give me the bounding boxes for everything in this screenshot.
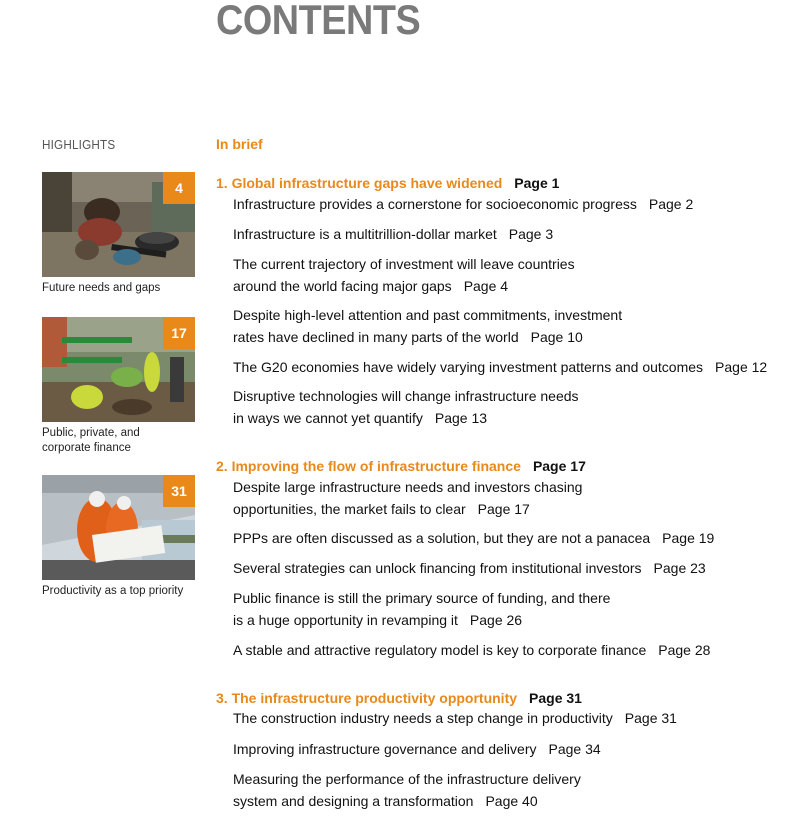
highlight-photo-engineers-plans (42, 475, 195, 580)
section-title: 2. Improving the flow of infrastructure finance (216, 458, 521, 474)
toc-entry[interactable]: Disruptive technologies will change infrastructure needs in ways we cannot yet quantify Page 13 (233, 388, 579, 426)
toc-entry[interactable]: Several strategies can unlock financing from institutional investors Page 23 (233, 560, 706, 576)
highlight-caption: Productivity as a top priority (42, 585, 184, 597)
page-badge: 17 (163, 317, 195, 349)
in-brief-link[interactable]: In brief (216, 136, 263, 152)
toc-entry[interactable]: Infrastructure is a multitrillion-dollar market Page 3 (233, 226, 554, 242)
page-badge: 4 (163, 172, 195, 204)
toc-entry[interactable]: Despite large infrastructure needs and investors chasing opportunities, the market fails to clear Page 17 (233, 479, 583, 517)
highlight-photo-road-workers (42, 317, 195, 422)
highlight-card-future-needs[interactable] (42, 172, 195, 296)
highlight-caption: Public, private, and corporate finance (42, 427, 140, 454)
section-3-heading[interactable] (216, 689, 582, 707)
toc-entry[interactable]: Despite high-level attention and past commitments, investment rates have declined in many parts of the world Page 10 (233, 307, 623, 345)
section-1-heading[interactable] (216, 174, 559, 192)
toc-entry[interactable]: Improving infrastructure governance and delivery Page 34 (233, 741, 601, 757)
section-page: Page 17 (532, 458, 586, 474)
toc-entry[interactable]: Measuring the performance of the infrastructure delivery system and designing a transformation Page 40 (233, 771, 581, 809)
highlight-card-productivity[interactable] (42, 475, 195, 599)
toc-entry[interactable]: The construction industry needs a step change in productivity Page 31 (233, 710, 677, 726)
highlights-label: HIGHLIGHTS (42, 137, 116, 152)
section-title: 1. Global infrastructure gaps have widened (216, 175, 503, 191)
toc-entry[interactable]: Public finance is still the primary source of funding, and there is a huge opportunity in revamping it Page 26 (233, 590, 611, 628)
toc-entry[interactable]: Infrastructure provides a cornerstone for socioeconomic progress Page 2 (233, 196, 694, 212)
page-badge: 31 (163, 475, 195, 507)
toc-entry[interactable]: The G20 economies have widely varying investment patterns and outcomes Page 12 (233, 359, 768, 375)
section-page: Page 1 (514, 175, 560, 191)
section-page: Page 31 (529, 690, 582, 706)
toc-entry[interactable]: A stable and attractive regulatory model is key to corporate finance Page 28 (233, 642, 711, 658)
highlight-card-finance[interactable] (42, 317, 195, 456)
section-title: 3. The infrastructure productivity opportunity (216, 690, 518, 706)
toc-entry[interactable]: The current trajectory of investment will leave countries around the world facing major gaps Page 4 (233, 256, 575, 294)
highlight-caption: Future needs and gaps (42, 282, 161, 294)
toc-entry[interactable]: PPPs are often discussed as a solution, but they are not a panacea Page 19 (233, 530, 715, 546)
page-title: CONTENTS (216, 0, 421, 43)
highlight-photo-water-pump (42, 172, 195, 277)
section-2-heading[interactable] (216, 457, 586, 475)
